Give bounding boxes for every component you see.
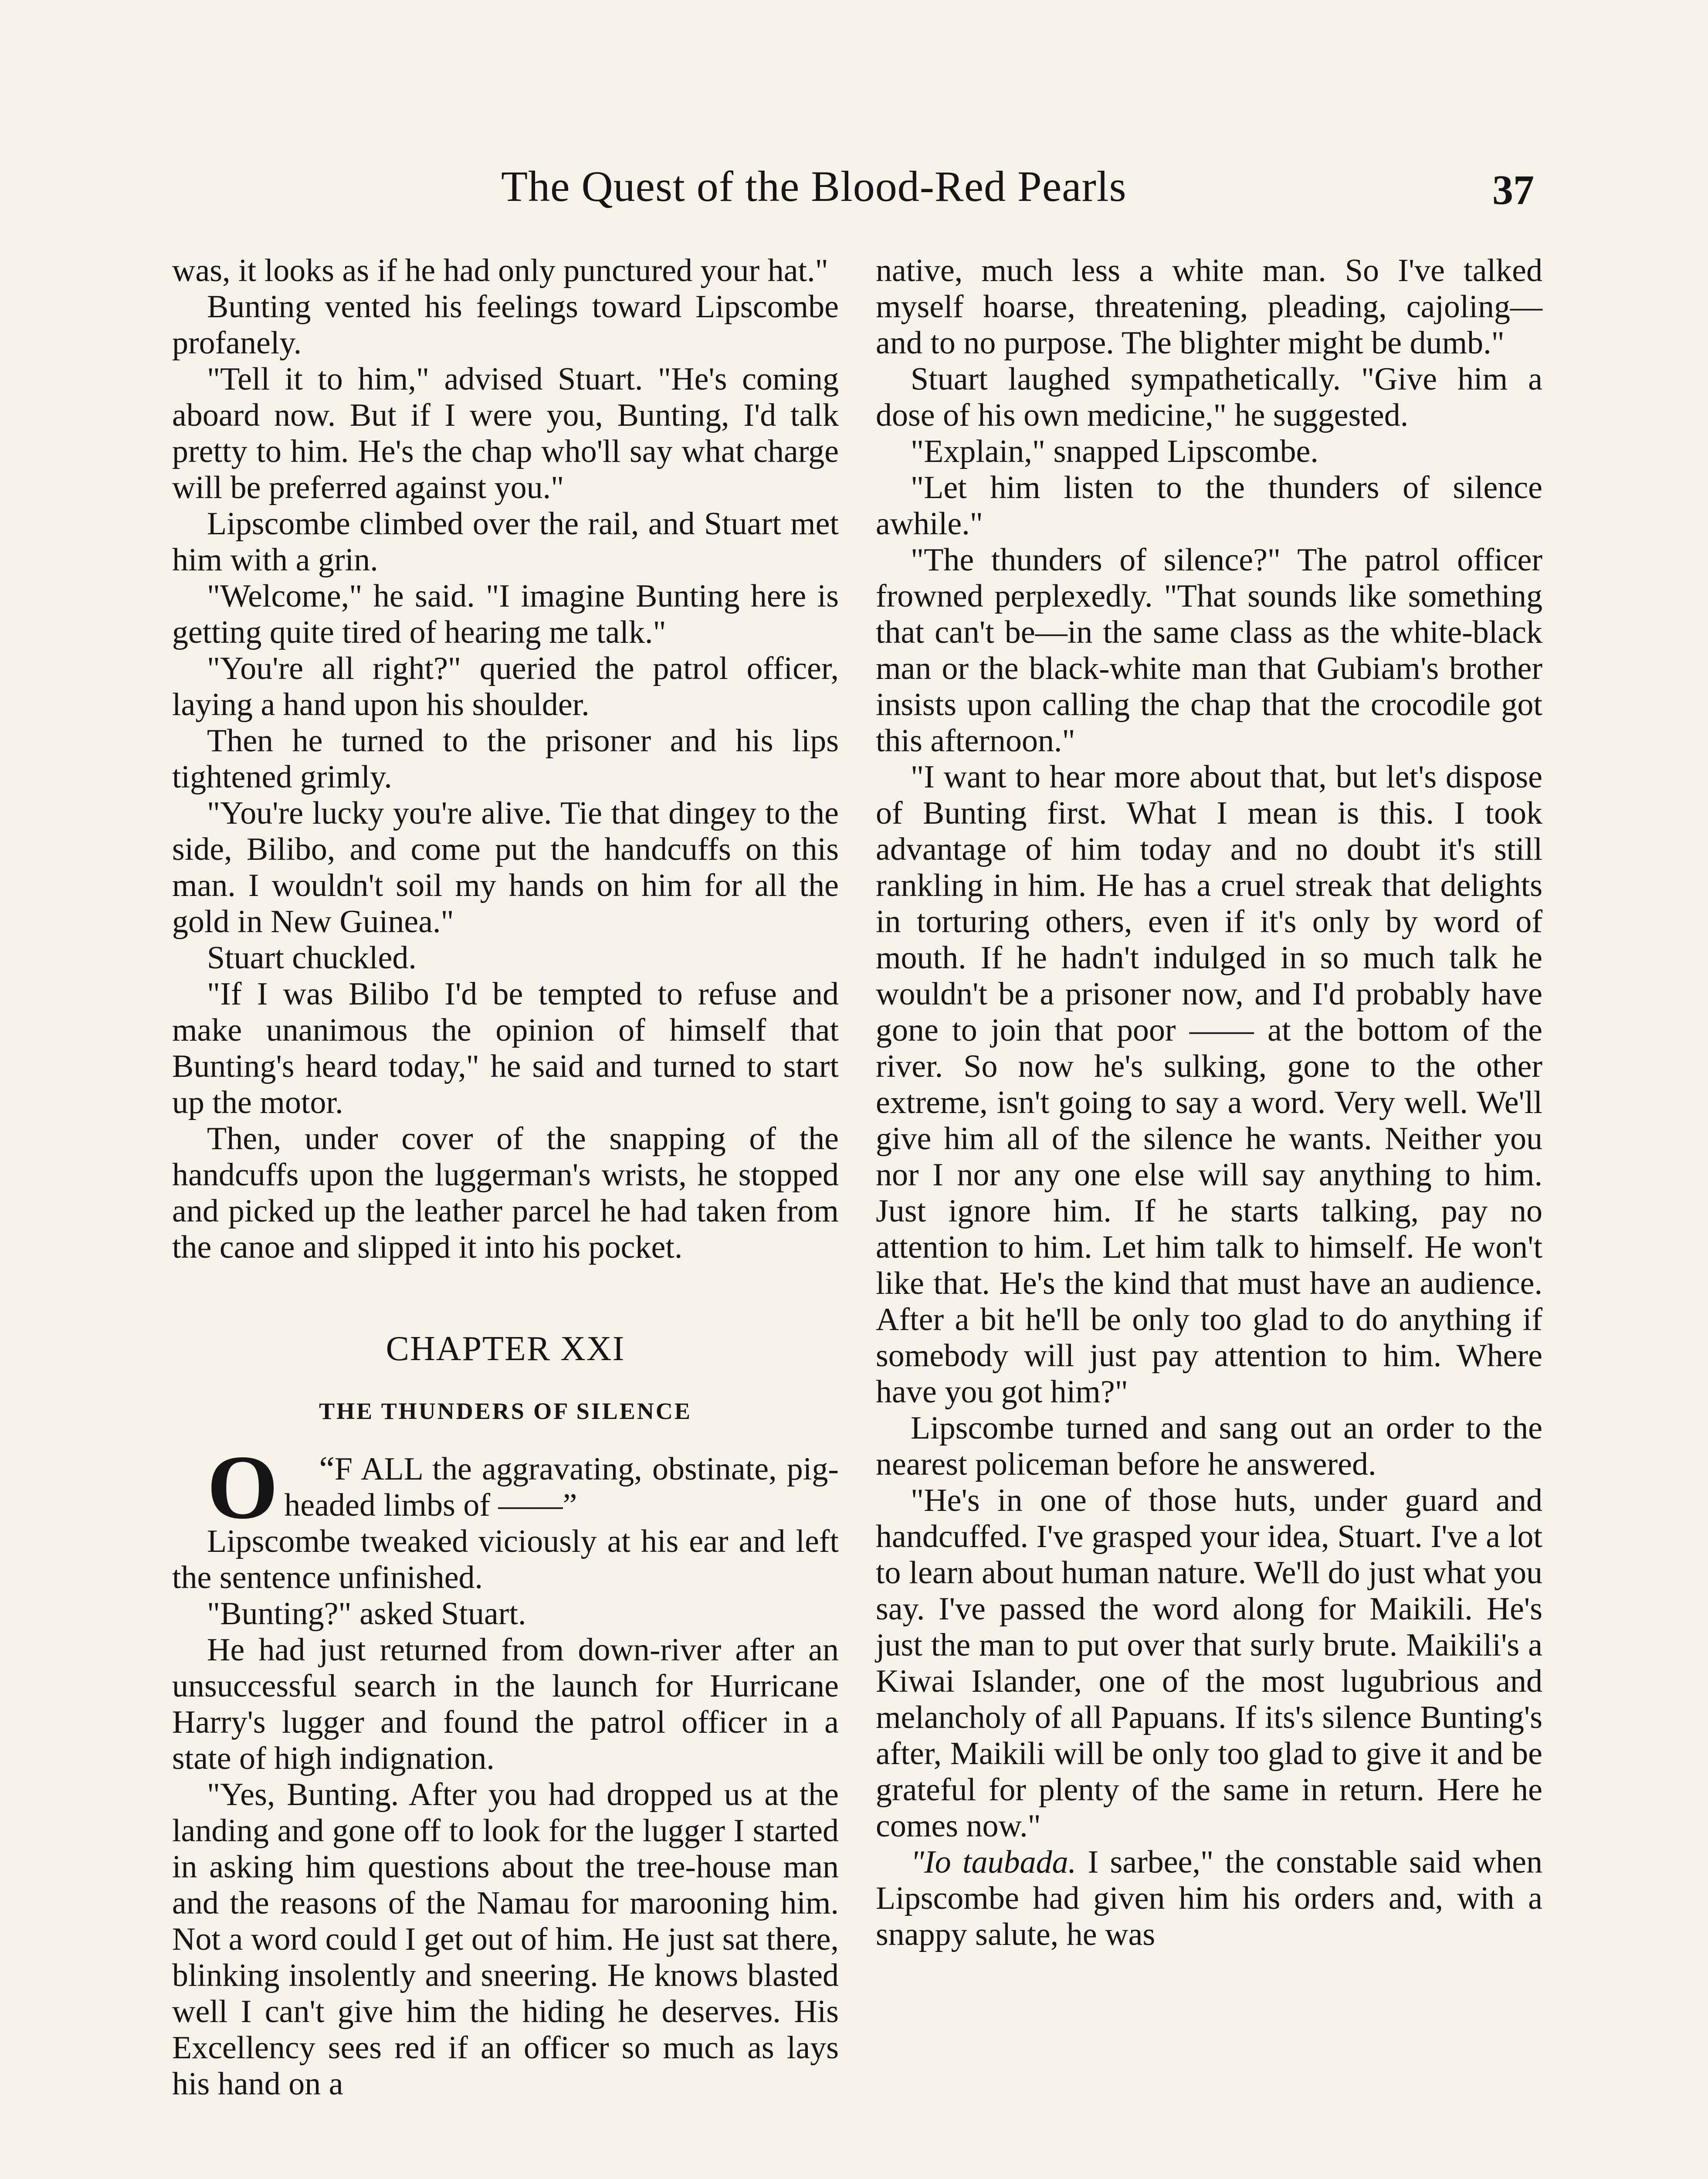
chapter-opening xyxy=(172,1437,839,1538)
last-paragraph-text: I sarbee," the constable said when Lipscombe had given him his orders and, with a snappy salute, he was xyxy=(876,1844,1542,1952)
paragraph: Stuart laughed sympathetically. "Give him a dose of his own medicine," he suggested. xyxy=(876,361,1542,433)
right-last-paragraph xyxy=(876,1844,1542,1953)
paragraph: Bunting vented his feelings toward Lipscombe profanely. xyxy=(172,289,839,361)
right-first-paragraph: native, much less a white man. So I've talked myself hoarse, threatening, pleading, cajoling—and to no purpose. The blighter might be dumb." xyxy=(876,253,1542,361)
left-column xyxy=(172,253,839,2102)
opening-quote: “ xyxy=(319,1450,335,1488)
paragraph: "Let him listen to the thunders of silence awhile." xyxy=(876,470,1542,542)
left-paragraphs-before xyxy=(172,253,839,1266)
paragraph: "He's in one of those huts, under guard and handcuffed. I've grasped your idea, Stuart. I've a lot to learn about human nature. We'll do just what you say. I've passed the word along for Maikili. He's just the man to put over that surly brute. Maikili's a Kiwai Islander, one of the most lugubrious and melancholy of all Papuans. If its's silence Bunting's after, Maikili will be only too glad to give it and be grateful for plenty of the same in return. Here he comes now." xyxy=(876,1483,1542,1844)
right-paragraphs xyxy=(876,361,1542,1844)
paragraph: "I want to hear more about that, but let's dispose of Bunting first. What I mean is this. I took advantage of him today and no doubt it's still rankling in him. He has a cruel streak that delights in torturing others, even if it's only by word of mouth. If he hadn't indulged in so much talk he wouldn't be a prisoner now, and I'd probably have gone to join that poor —— at the bottom of the river. So now he's sulking, gone to the other extreme, isn't going to say a word. Very well. We'll give him all of the silence he wants. Neither you nor I nor any one else will say anything to him. Just ignore him. If he starts talking, pay no attention to him. Let him talk to himself. He won't like that. He's the kind that must have an audience. After a bit he'll be only too glad to do anything if somebody will just pay attention to him. Where have you got him?" xyxy=(876,759,1542,1410)
italic-phrase: "Io taubada. xyxy=(911,1844,1077,1880)
paragraph: "Tell it to him," advised Stuart. "He's coming aboard now. But if I were you, Bunting, I'd talk pretty to him. He's the chap who'll say what charge will be preferred against you." xyxy=(172,361,839,506)
page-number: 37 xyxy=(1492,166,1534,213)
chapter-subtitle: THE THUNDERS OF SILENCE xyxy=(319,1398,692,1424)
paragraph: "Bunting?" asked Stuart. xyxy=(207,1596,526,1632)
paragraph: "You're lucky you're alive. Tie that dingey to the side, Bilibo, and come put the handcuffs on this man. I wouldn't soil my hands on him for all the gold in New Guinea." xyxy=(172,795,839,940)
opening-text: F ALL the aggravating, obstinate, pig-headed limbs of ——” xyxy=(284,1451,839,1523)
paragraph: was, it looks as if he had only punctured your hat." xyxy=(172,253,828,288)
paragraph: "Explain," snapped Lipscombe. xyxy=(911,434,1318,469)
paragraph: Lipscombe turned and sang out an order to the nearest policeman before he answered. xyxy=(876,1410,1542,1482)
paragraph: "Welcome," he said. "I imagine Bunting here is getting quite tired of hearing me talk." xyxy=(172,578,839,650)
paragraph: "Yes, Bunting. After you had dropped us at the landing and gone off to look for the lugger I started in asking him questions about the tree-house man and the reasons of the Namau for marooning him. Not a word could I get out of him. He just sat there, blinking insolently and sneering. He knows blasted well I can't give him the hiding he deserves. His Excellency sees red if an officer so much as lays his hand on a xyxy=(172,1777,839,2102)
paragraph: Stuart chuckled. xyxy=(207,940,417,976)
paragraph: Then, under cover of the snapping of the handcuffs upon the luggerman's wrists, he stopped and picked up the leather parcel he had taken from the canoe and slipped it into his pocket. xyxy=(172,1121,839,1265)
chapter-title: CHAPTER XXI xyxy=(386,1330,625,1368)
paragraph: He had just returned from down-river after an unsuccessful search in the launch for Hurricane Harry's lugger and found the patrol officer in a state of high indignation. xyxy=(172,1632,839,1776)
drop-cap: O xyxy=(207,1437,278,1538)
paragraph: Lipscombe climbed over the rail, and Stuart met him with a grin. xyxy=(172,506,839,578)
paragraph: "If I was Bilibo I'd be tempted to refuse and make unanimous the opinion of himself that Bunting's heard today," he said and turned to start up the motor. xyxy=(172,976,839,1120)
paragraph: Lipscombe tweaked viciously at his ear and left the sentence unfinished. xyxy=(172,1524,839,1595)
running-title: The Quest of the Blood-Red Pearls xyxy=(501,162,1127,210)
paragraph: "The thunders of silence?" The patrol officer frowned perplexedly. "That sounds like something that can't be—in the same class as the white-black man or the black-white man that Gubiam's brother insists upon calling the chap that the crocodile got this afternoon." xyxy=(876,542,1542,759)
paragraph: Then he turned to the prisoner and his lips tightened grimly. xyxy=(172,723,839,795)
left-paragraphs-after xyxy=(172,1524,839,2102)
paragraph: "You're all right?" queried the patrol officer, laying a hand upon his shoulder. xyxy=(172,651,839,723)
right-column xyxy=(876,253,1542,1953)
